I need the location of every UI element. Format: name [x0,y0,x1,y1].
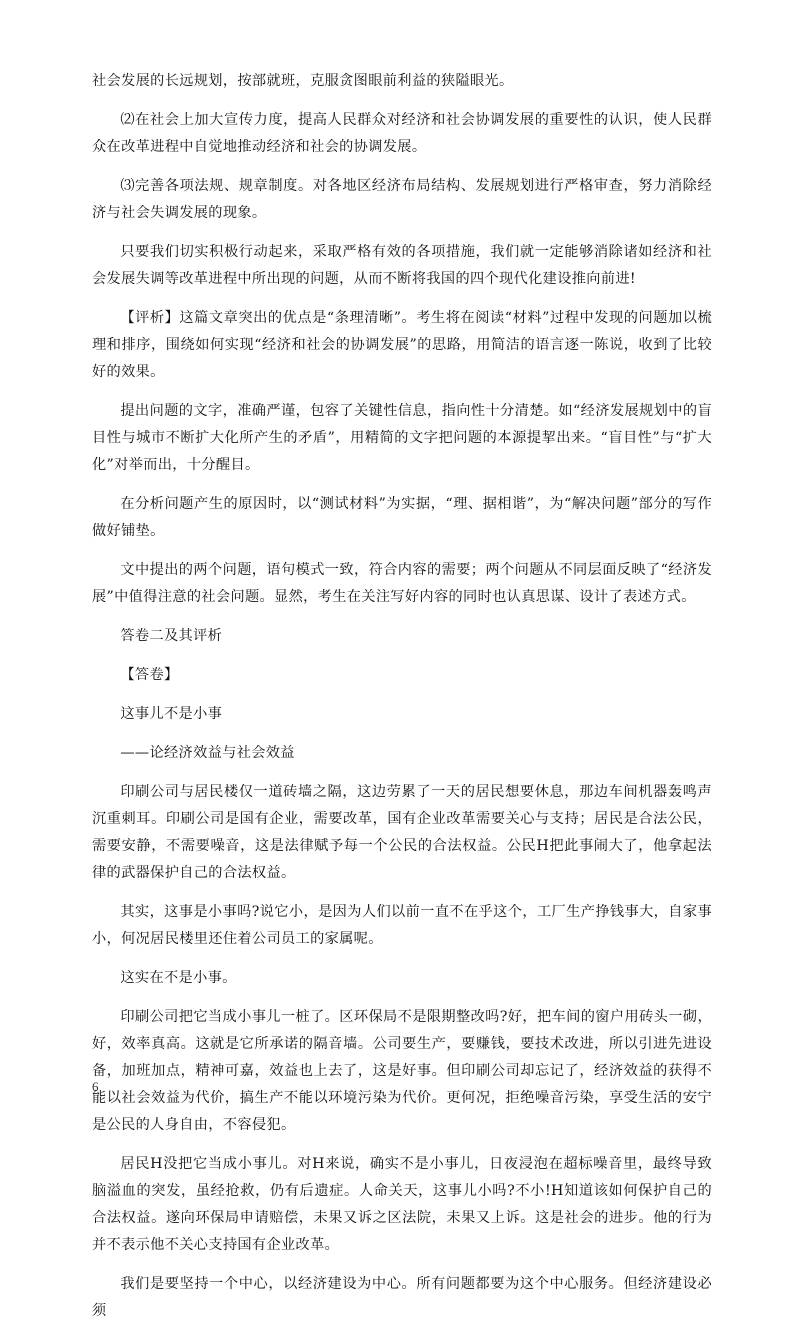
document-body [92,68,712,1337]
page-number: 6 [92,1079,99,1094]
essay-paragraph-2: 其实，这事是小事吗?说它小，是因为人们以前一直不在乎这个，工厂生产挣钱事大，自家事小，何况居民楼里还住着公司员工的家属呢。 [92,904,712,947]
essay-paragraph-5: 居民H没把它当成小事儿。对H来说，确实不是小事儿，日夜浸泡在超标噪音里，最终导致脑溢血的突发，虽经抢救，仍有后遗症。人命关天，这事儿小吗?不小!H知道该如何保护自己的合法权益。遂向环保局申请赔偿，未果又诉之区法院，未果又上诉。这是社会的进步。他的行为并不表示他不关心支持国有企业改革。 [92,1156,712,1253]
essay-paragraph-6: 我们是要坚持一个中心，以经济建设为中心。所有问题都要为这个中心服务。但经济建设必须 [92,1276,712,1319]
essay-subtitle: ——论经济效益与社会效益 [120,745,295,761]
paragraph-measure-3: ⑶完善各项法规、规章制度。对各地区经济布局结构、发展规划进行严格审查，努力消除经济与社会失调发展的现象。 [92,178,712,221]
paragraph-review-3: 在分析问题产生的原因时，以“测试材料”为实据，“理、据相谐”，为“解决问题”部分的写作做好铺垫。 [92,496,712,539]
paragraph-measure-2: ⑵在社会上加大宣传力度，提高人民群众对经济和社会协调发展的重要性的认识，使人民群众在改革进程中自觉地推动经济和社会的协调发展。 [92,112,712,155]
essay-title: 这事儿不是小事 [120,706,223,722]
answer-label: 【答卷】 [120,667,179,683]
essay-paragraph-4: 印刷公司把它当成小事儿一桩了。区环保局不是限期整改吗?好，把车间的窗户用砖头一砌，好，效率真高。这就是它所承诺的隔音墙。公司要生产，要赚钱，要技术改进，所以引进先进设备，加班加点，精神可嘉，效益也上去了，这是好事。但印刷公司却忘记了，经济效益的获得不能以社会效益为代价，搞生产不能以环境污染为代价。更何况，拒绝噪音污染，享受生活的安宁是公民的人身自由，不容侵犯。 [92,1009,712,1133]
paragraph-conclusion: 只要我们切实积极行动起来，采取严格有效的各项措施，我们就一定能够消除诸如经济和社会发展失调等改革进程中所出现的问题，从而不断将我国的四个现代化建设推向前进! [92,244,712,287]
essay-paragraph-1: 印刷公司与居民楼仅一道砖墙之隔，这边劳累了一天的居民想要休息，那边车间机器轰鸣声沉重刺耳。印刷公司是国有企业，需要改革，国有企业改革需要关心与支持；居民是合法公民，需要安静，不需要噪音，这是法律赋予每一个公民的合法权益。公民H把此事闹大了，他拿起法律的武器保护自己的合法权益。 [92,784,712,881]
paragraph-review-2: 提出问题的文字，准确严谨，包容了关键性信息，指向性十分清楚。如“经济发展规划中的盲目性与城市不断扩大化所产生的矛盾”，用精简的文字把问题的本源提挈出来。“盲目性”与“扩大化”对举而出，十分醒目。 [92,403,712,473]
essay-paragraph-3: 这实在不是小事。 [120,970,237,986]
paragraph-review-1: 【评析】这篇文章突出的优点是“条理清晰”。考生将在阅读“材料”过程中发现的问题加以梳理和排序，围绕如何实现“经济和社会的协调发展”的思路，用简洁的语言逐一陈说，收到了比较好的效果。 [92,310,712,380]
section-heading-answer-two: 答卷二及其评析 [120,628,223,644]
paragraph-review-4: 文中提出的两个问题，语句模式一致，符合内容的需要；两个问题从不同层面反映了“经济发展”中值得注意的社会问题。显然，考生在关注写好内容的同时也认真思谋、设计了表述方式。 [92,562,712,605]
paragraph-continuation: 社会发展的长远规划，按部就班，克服贪图眼前利益的狭隘眼光。 [92,73,514,89]
